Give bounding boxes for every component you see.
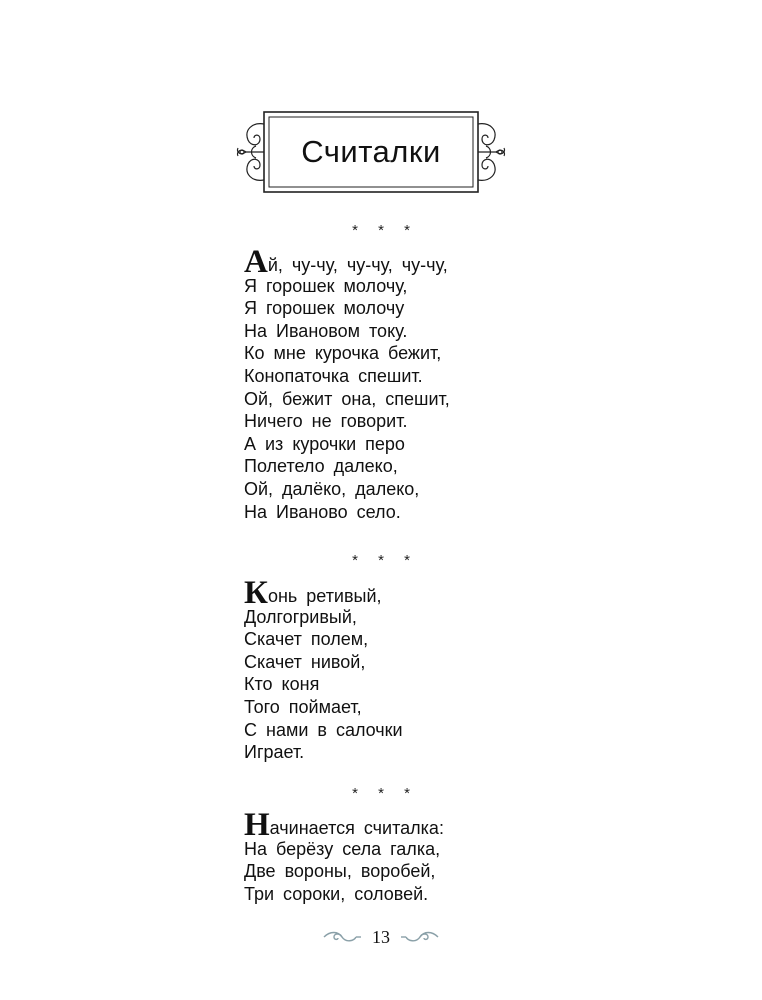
poem-line: Ко мне курочка бежит, bbox=[244, 343, 442, 364]
poem-line: Три сороки, соловей. bbox=[244, 883, 429, 904]
drop-cap: А bbox=[244, 244, 268, 280]
poem-line: На Иваново село. bbox=[244, 501, 401, 522]
page-title: Считалки bbox=[301, 134, 441, 169]
left-flourish-icon bbox=[322, 929, 362, 945]
poem-first-line: Ай, чу-чу, чу-чу, чу-чу, bbox=[244, 244, 448, 280]
section-separator: * * * bbox=[352, 552, 418, 569]
section-separator: * * * bbox=[352, 785, 418, 802]
drop-cap: Н bbox=[244, 807, 270, 843]
poem-first-line: Начинается считалка: bbox=[244, 807, 444, 843]
poem-line: Полетело далеко, bbox=[244, 456, 398, 477]
poem-line: Ой, далёко, далеко, bbox=[244, 478, 420, 499]
poem-line: Ничего не говорит. bbox=[244, 411, 408, 432]
poem-line: Скачет полем, bbox=[244, 629, 369, 650]
poem-1 bbox=[244, 244, 544, 523]
poem-line: Две вороны, воробей, bbox=[244, 861, 436, 882]
page-number: 13 bbox=[372, 926, 390, 947]
poem-line: На берёзу села галка, bbox=[244, 838, 441, 859]
poem-3 bbox=[244, 807, 544, 905]
poem-line: Ой, бежит она, спешит, bbox=[244, 388, 450, 409]
poem-line: Долгогривый, bbox=[244, 606, 357, 627]
poem-line: Я горошек молочу bbox=[244, 298, 405, 319]
poem-line: Играет. bbox=[244, 742, 305, 763]
drop-cap: К bbox=[244, 575, 268, 611]
page-footer bbox=[0, 922, 762, 952]
poem-line: Конопаточка спешит. bbox=[244, 365, 423, 386]
poem-line: С нами в салочки bbox=[244, 719, 403, 740]
poem-line: Того поймает, bbox=[244, 696, 362, 717]
poem-2 bbox=[244, 575, 544, 764]
poem-first-line: Конь ретивый, bbox=[244, 575, 382, 611]
poem-line: Скачет нивой, bbox=[244, 651, 366, 672]
poem-line: Я горошек молочу, bbox=[244, 275, 408, 296]
title-frame bbox=[234, 104, 508, 200]
poem-line: А из курочки перо bbox=[244, 433, 405, 454]
right-flourish-icon bbox=[400, 929, 440, 945]
section-separator: * * * bbox=[352, 222, 418, 239]
poem-line: Кто коня bbox=[244, 674, 320, 695]
poem-line: На Ивановом току. bbox=[244, 320, 408, 341]
